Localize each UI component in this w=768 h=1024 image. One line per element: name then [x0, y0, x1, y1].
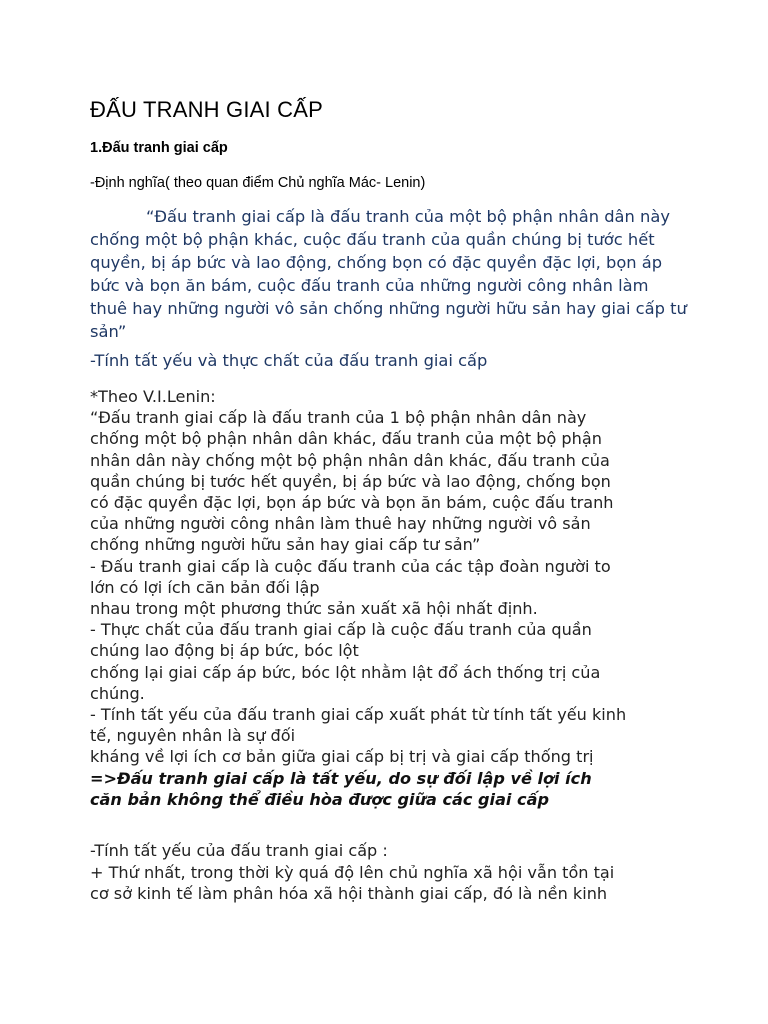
body-line: chúng lao động bị áp bức, bóc lột — [90, 641, 359, 661]
quote-line: đặc lợi, bọn áp bức và bọn ăn bám, cuộc đấu tranh của những — [90, 253, 663, 295]
conclusion-line: =>Đấu tranh giai cấp là tất yếu, do sự đối lập về lợi ích — [90, 768, 592, 788]
body-line: tế, nguyên nhân là sự đối — [90, 726, 296, 746]
body2-line: -Tính tất yếu của đấu tranh giai cấp : — [90, 841, 388, 860]
body-line: chống lại giai cấp áp bức, bóc lột nhằm lật đổ ách thống trị của — [90, 662, 601, 682]
body-line: nhau trong một phương thức sản xuất xã hội nhất định. — [90, 599, 538, 619]
body-line: “Đấu tranh giai cấp là đấu tranh của 1 bộ phận nhân dân này — [90, 408, 587, 428]
body-line: nhân dân này chống một bộ phận nhân dân khác, đấu tranh của — [90, 450, 610, 470]
body-line: - Tính tất yếu của đấu tranh giai cấp xuất phát từ tính tất yếu kinh — [90, 705, 627, 725]
body-line: lớn có lợi ích căn bản đối lập — [90, 577, 320, 597]
body-line: kháng về lợi ích cơ bản giữa giai cấp bị trị và giai cấp thống trị — [90, 747, 594, 767]
body-line: có đặc quyền đặc lợi, bọn áp bức và bọn ăn bám, cuộc đấu tranh — [90, 493, 614, 513]
body-line: - Đấu tranh giai cấp là cuộc đấu tranh của các tập đoàn người to — [90, 556, 611, 576]
definition-quote — [90, 205, 690, 343]
body-line: chống những người hữu sản hay giai cấp tư sản” — [90, 535, 481, 555]
body-line: chống một bộ phận nhân dân khác, đấu tranh của một bộ phận — [90, 429, 602, 449]
body-line: - Thực chất của đấu tranh giai cấp là cuộc đấu tranh của quần — [90, 620, 592, 640]
body-line: *Theo V.I.Lenin: — [90, 387, 216, 406]
quote-line: người hữu sản hay giai cấp tư sản” — [90, 299, 687, 341]
body2-line: cơ sở kinh tế làm phân hóa xã hội thành giai cấp, đó là nền kinh — [90, 884, 608, 903]
conclusion-line: căn bản không thể điều hòa được giữa các giai cấp — [90, 789, 549, 809]
definition-intro: -Định nghĩa( theo quan điểm Chủ nghĩa Mác- Lenin) — [90, 175, 426, 191]
quote-line: “Đấu tranh giai cấp là đấu tranh của một bộ phận nhân dân — [146, 207, 641, 226]
subheading: -Tính tất yếu và thực chất của đấu tranh giai cấp — [90, 351, 488, 370]
body-section-2 — [90, 840, 690, 905]
quote-text — [90, 205, 690, 343]
section-heading: 1.Đấu tranh giai cấp — [90, 140, 228, 156]
quote-line: này chống một bộ phận khác, cuộc đấu tranh của quần chúng bị — [90, 207, 670, 249]
body-line: quần chúng bị tước hết quyền, bị áp bức và lao động, chống bọn — [90, 471, 611, 491]
document-title: ĐẤU TRANH GIAI CẤP — [90, 97, 324, 122]
body-line: chúng. — [90, 683, 145, 703]
quote-line: người công nhân làm thuê hay những người vô sản chống những — [90, 276, 649, 318]
body-line: của những người công nhân làm thuê hay những người vô sản — [90, 514, 591, 534]
quote-line: tước hết quyền, bị áp bức và lao động, chống bọn có đặc quyền — [90, 230, 655, 272]
body2-line: + Thứ nhất, trong thời kỳ quá độ lên chủ nghĩa xã hội vẫn tồn tại — [90, 862, 615, 882]
body-section — [90, 386, 690, 810]
